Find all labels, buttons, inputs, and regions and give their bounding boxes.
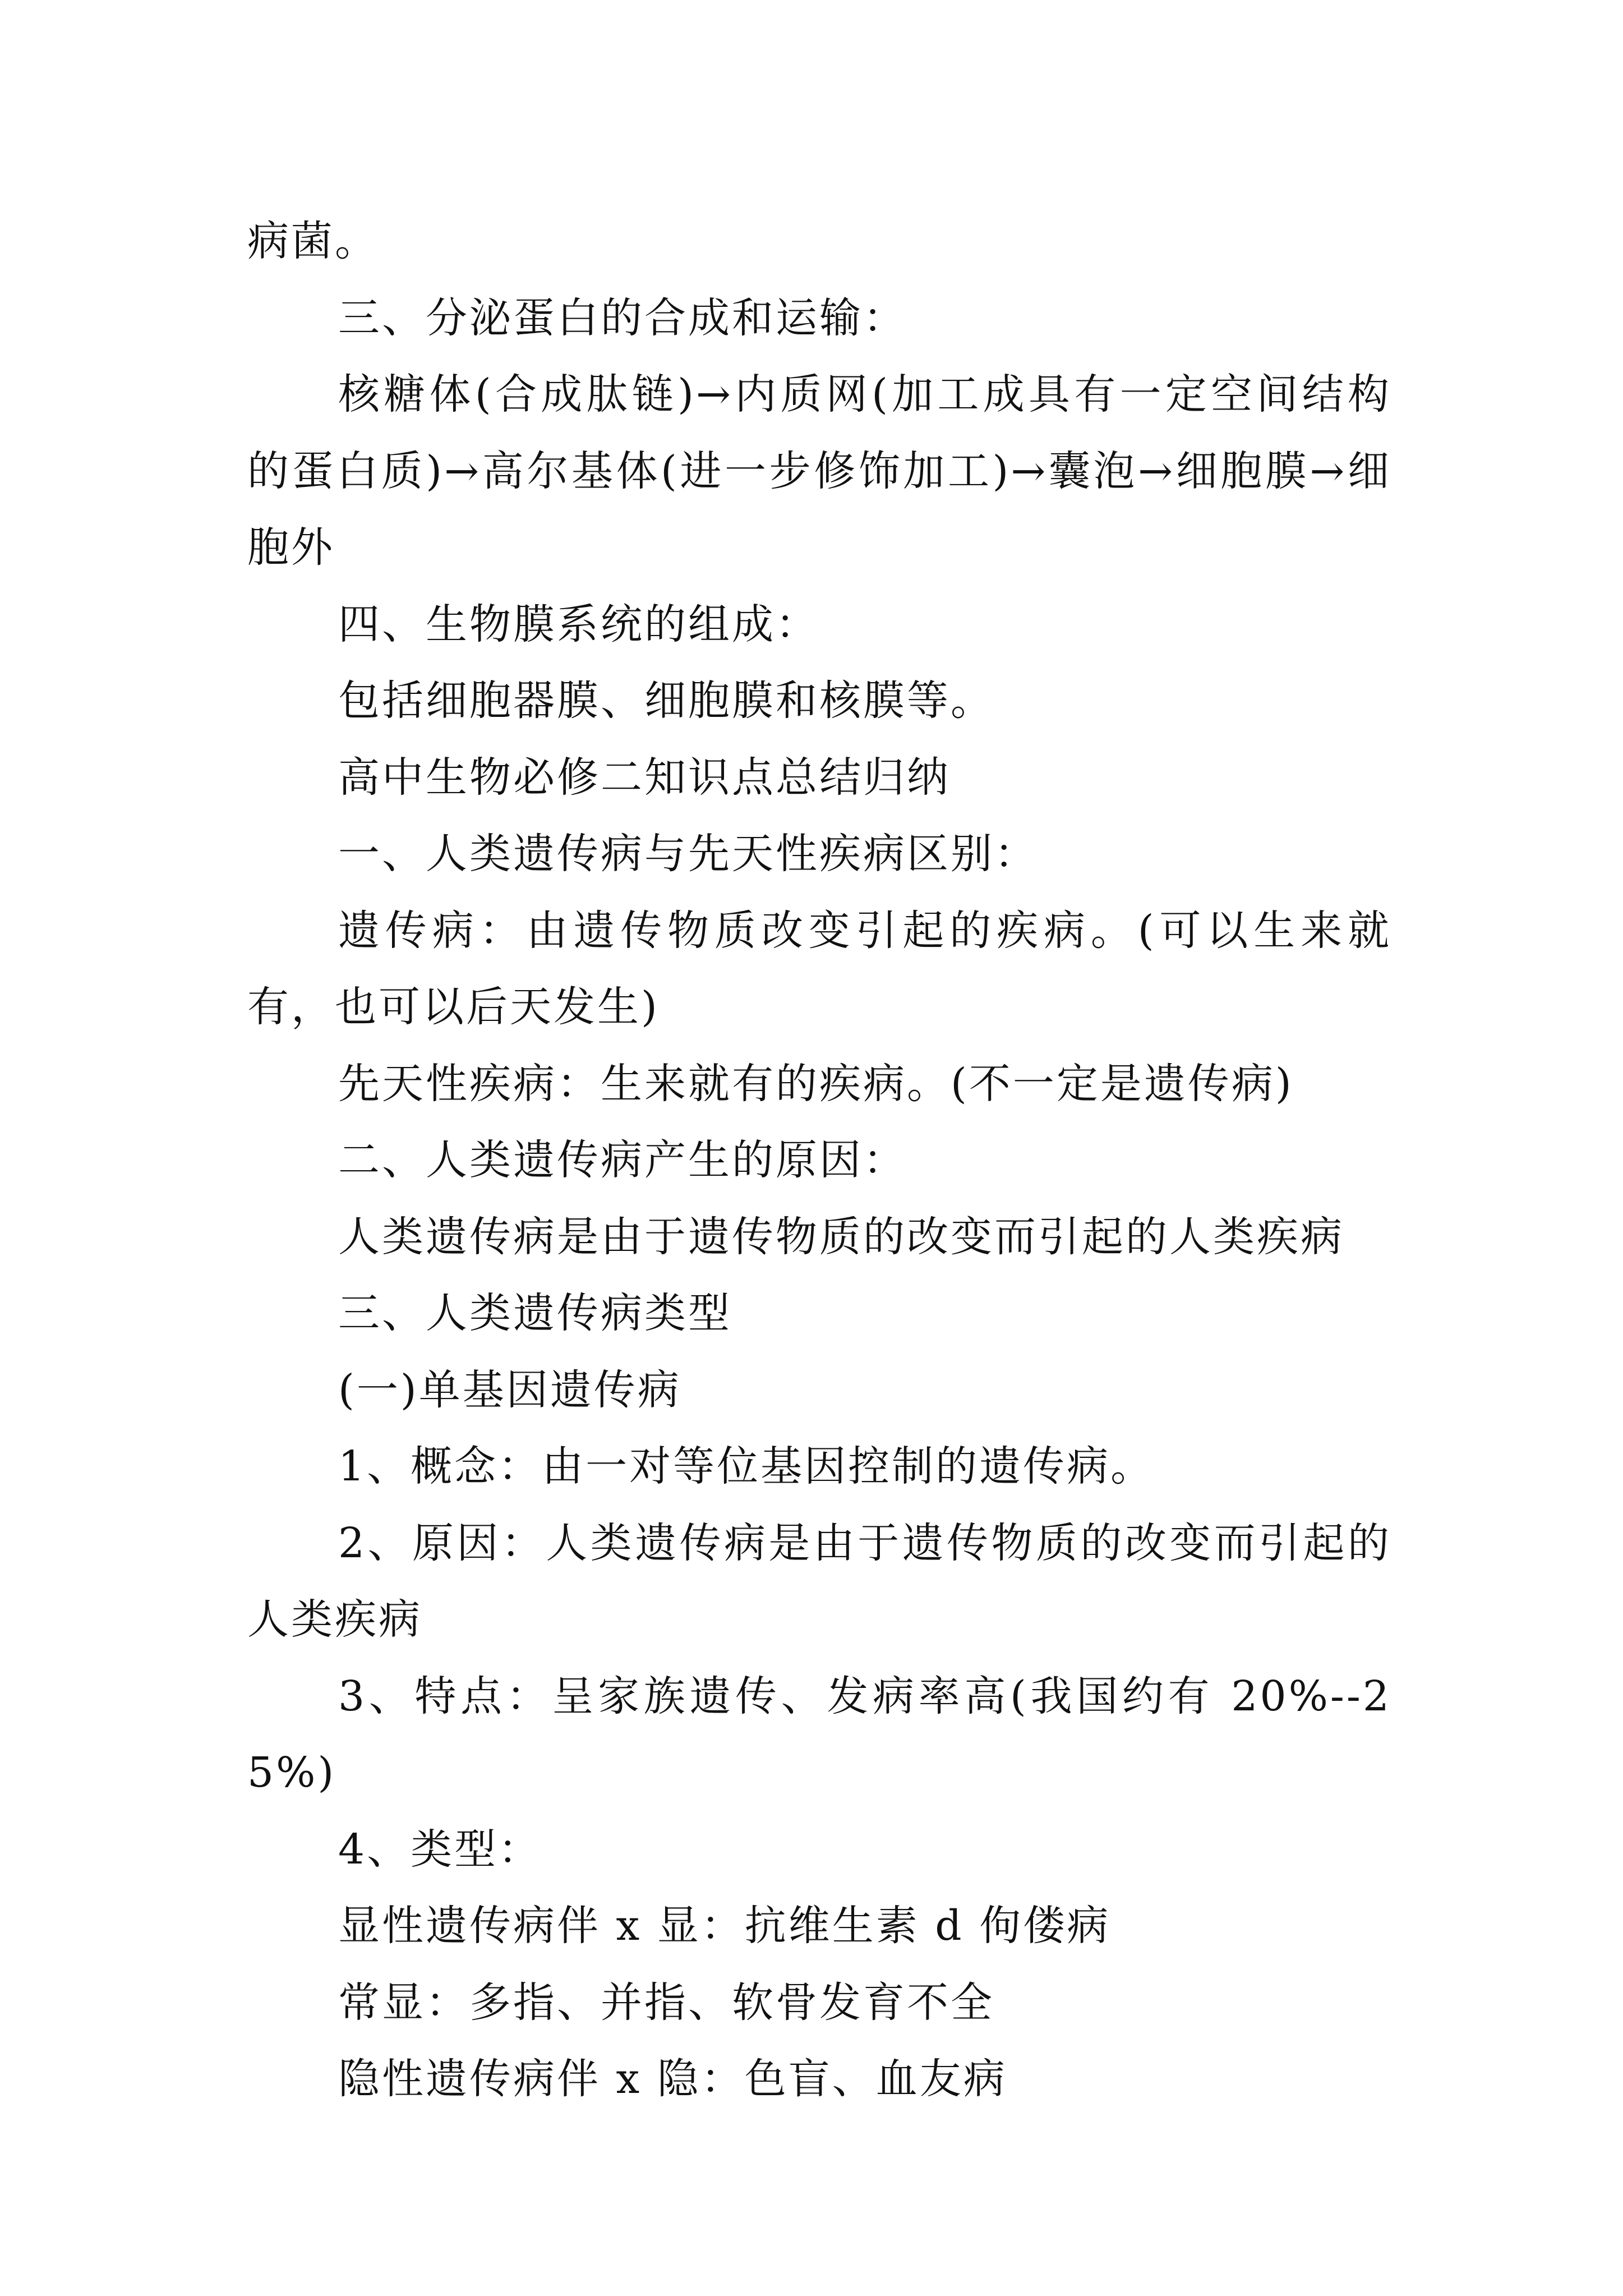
subsection-heading: (一)单基因遗传病 <box>338 1365 681 1414</box>
list-item: 3、特点：呈家族遗传、发病率高(我国约有 20%--25%) <box>247 1672 1391 1797</box>
section-heading: 二、人类遗传病产生的原因： <box>338 1136 907 1184</box>
section-heading: 一、人类遗传病与先天性疾病区别： <box>338 830 1038 878</box>
list-item: 1、概念：由一对等位基因控制的遗传病。 <box>338 1442 1155 1490</box>
section-heading: 四、生物膜系统的组成： <box>338 600 819 648</box>
section-heading: 三、人类遗传病类型 <box>338 1289 732 1337</box>
section-heading: 三、分泌蛋白的合成和运输： <box>338 293 907 342</box>
paragraph: 隐性遗传病伴 x 隐：色盲、血友病 <box>338 2055 1007 2103</box>
paragraph: 显性遗传病伴 x 显：抗维生素 d 佝偻病 <box>338 1902 1111 1950</box>
paragraph: 先天性疾病：生来就有的疾病。(不一定是遗传病) <box>338 1059 1294 1108</box>
paragraph: 常显：多指、并指、软骨发育不全 <box>338 1978 994 2027</box>
paragraph: 人类遗传病是由于遗传物质的改变而引起的人类疾病 <box>338 1212 1344 1261</box>
list-item: 4、类型： <box>338 1825 542 1874</box>
document-body <box>247 203 1391 2118</box>
paragraph: 核糖体(合成肽链)→内质网(加工成具有一定空间结构的蛋白质)→高尔基体(进一步修饰加工)→囊泡→细胞膜→细胞外 <box>247 370 1391 572</box>
document-title: 高中生物必修二知识点总结归纳 <box>338 753 951 802</box>
paragraph: 遗传病：由遗传物质改变引起的疾病。(可以生来就有，也可以后天发生) <box>247 906 1391 1031</box>
paragraph: 病菌。 <box>247 217 379 265</box>
list-item: 2、原因：人类遗传病是由于遗传物质的改变而引起的人类疾病 <box>247 1519 1391 1644</box>
paragraph: 包括细胞器膜、细胞膜和核膜等。 <box>338 677 994 725</box>
